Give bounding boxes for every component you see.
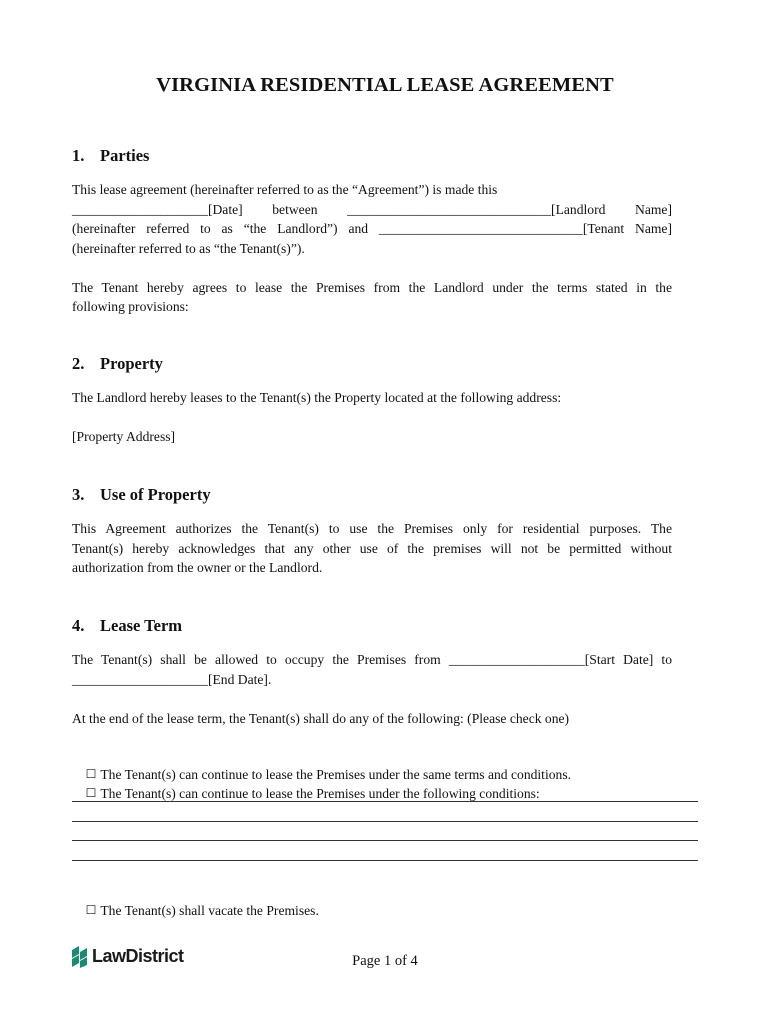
blank-line[interactable] bbox=[72, 840, 698, 841]
parties-para2-line-2: following provisions: bbox=[72, 299, 189, 314]
section-number: 3. bbox=[72, 485, 85, 504]
blank-line[interactable] bbox=[72, 860, 698, 861]
option-vacate-label: The Tenant(s) shall vacate the Premises. bbox=[100, 903, 319, 918]
blank-line[interactable] bbox=[72, 821, 698, 822]
document-title: VIRGINIA RESIDENTIAL LEASE AGREEMENT bbox=[156, 74, 614, 96]
use-line-1: This Agreement authorizes the Tenant(s) to use the Premises only for residential purposes. The bbox=[72, 521, 672, 536]
term-line-3: At the end of the lease term, the Tenant(s) shall do any of the following: (Please check one) bbox=[72, 711, 570, 726]
logo-wordmark: LawDistrict bbox=[92, 945, 184, 966]
checkbox-same-terms[interactable]: ☐ bbox=[85, 767, 97, 781]
parties-line-3: (hereinafter referred to as “the Landlord”) and ______________________________[Tenant Name] bbox=[72, 221, 672, 236]
parties-para2-line-1: The Tenant hereby agrees to lease the Premises from the Landlord under the terms stated in the bbox=[72, 280, 672, 295]
checkbox-following-conditions[interactable]: ☐ bbox=[85, 786, 97, 800]
section-number: 2. bbox=[72, 354, 85, 373]
page-number: Page 1 of 4 bbox=[352, 953, 418, 969]
option-following-conditions-label: The Tenant(s) can continue to lease the Premises under the following conditions: bbox=[100, 786, 540, 801]
parties-line-2: ____________________[Date] between ______________________________[Landlord Name] bbox=[72, 202, 672, 217]
section-title: Property bbox=[100, 354, 163, 373]
section-number: 4. bbox=[72, 616, 85, 635]
term-line-1: The Tenant(s) shall be allowed to occupy the Premises from ____________________[Start Date] to bbox=[72, 652, 672, 667]
use-line-3: authorization from the owner or the Landlord. bbox=[72, 560, 323, 575]
blank-line[interactable] bbox=[72, 801, 698, 802]
section-heading-term bbox=[72, 616, 182, 636]
option-following-conditions bbox=[72, 767, 540, 821]
section-title: Parties bbox=[100, 146, 150, 165]
section-title: Lease Term bbox=[100, 616, 183, 635]
option-same-terms-label: The Tenant(s) can continue to lease the Premises under the same terms and conditions. bbox=[100, 767, 572, 782]
property-address: [Property Address] bbox=[72, 429, 176, 444]
checkbox-vacate[interactable]: ☐ bbox=[85, 903, 97, 917]
option-vacate bbox=[72, 884, 319, 938]
section-number: 1. bbox=[72, 146, 85, 165]
section-heading-use bbox=[72, 485, 211, 505]
section-title: Use of Property bbox=[100, 485, 211, 504]
section-heading-property bbox=[72, 354, 163, 374]
property-line-1: The Landlord hereby leases to the Tenant(s) the Property located at the following address: bbox=[72, 390, 562, 405]
use-line-2: Tenant(s) hereby acknowledges that any other use of the premises will not be permitted without bbox=[72, 541, 672, 556]
term-line-2: ____________________[End Date]. bbox=[72, 672, 272, 687]
section-heading-parties bbox=[72, 146, 149, 166]
parties-line-1: This lease agreement (hereinafter referred to as the “Agreement”) is made this bbox=[72, 182, 498, 197]
parties-line-4: (hereinafter referred to as “the Tenant(s)”). bbox=[72, 241, 305, 256]
